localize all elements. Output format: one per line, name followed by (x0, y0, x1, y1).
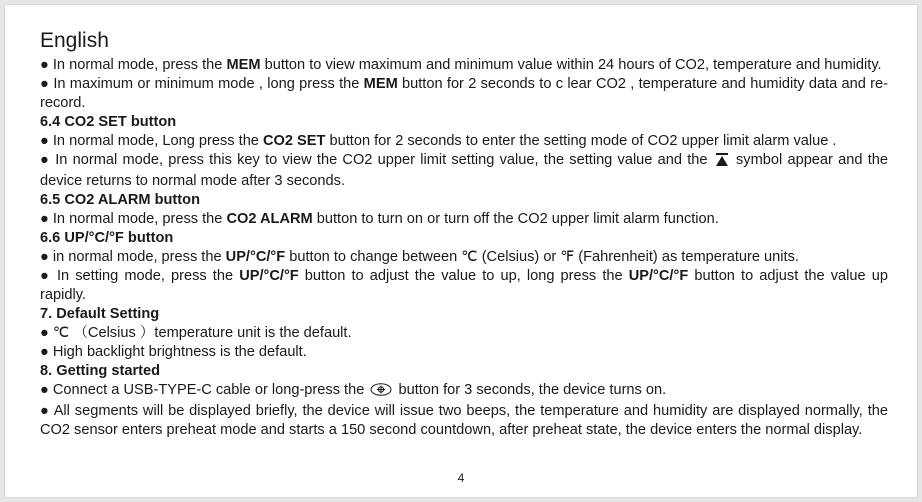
section-heading-6-6: 6.6 UP/°C/°F button (40, 230, 174, 246)
manual-text (40, 27, 888, 440)
paragraph-power-on (40, 381, 888, 402)
button-name: CO2 ALARM (226, 211, 313, 227)
section-heading-8: 8. Getting started (40, 363, 161, 379)
text: symbol appear and the device returns to normal mode after 3 seconds. (40, 152, 888, 189)
button-name: MEM (226, 57, 261, 73)
paragraph-mem-view (40, 56, 888, 75)
text: ● In maximum or minimum mode , long press the (40, 76, 364, 92)
text: button for 3 seconds, the device turns on. (394, 382, 667, 398)
document-page (4, 4, 918, 498)
upper-limit-arrow-icon (715, 153, 729, 172)
section-heading-7: 7. Default Setting (40, 306, 160, 322)
paragraph-default-backlight: ● High backlight brightness is the default. (40, 344, 307, 360)
language-heading: English (40, 29, 109, 52)
button-name: CO2 SET (262, 133, 326, 149)
section-heading-6-4: 6.4 CO2 SET button (40, 114, 177, 130)
paragraph-startup-sequence: ● All segments will be displayed briefly, the device will issue two beeps, the temperature and humidity are displayed normally, the CO2 sensor enters preheat mode and starts a 150 second countdown, after preheat state, the device enters the normal display. (40, 403, 888, 438)
paragraph-co2-view (40, 151, 888, 191)
button-name: UP/°C/°F (628, 268, 689, 284)
text: button to adjust the value to up, long press the (298, 268, 629, 284)
text: ● In setting mode, press the (40, 268, 240, 284)
text: button to change between ℃ (Celsius) or ℉ (Fahrenheit) as temperature units. (285, 249, 799, 265)
paragraph-co2-alarm (40, 210, 888, 229)
paragraph-adjust-value (40, 267, 888, 305)
text: button to turn on or turn off the CO2 upper limit alarm function. (312, 211, 719, 227)
section-heading-6-5: 6.5 CO2 ALARM button (40, 192, 200, 208)
text: ● In normal mode, press this key to view the CO2 upper limit setting value, the setting value and the (40, 152, 713, 168)
paragraph-mem-clear (40, 75, 888, 113)
text: button to adjust the value up rapidly. (40, 268, 888, 303)
power-button-icon (370, 383, 392, 402)
page-number: 4 (457, 471, 465, 485)
button-name: UP/°C/°F (239, 268, 299, 284)
paragraph-default-unit: ● ℃ （Celsius ）temperature unit is the default. (40, 325, 352, 341)
text: button for 2 seconds to enter the setting mode of CO2 upper limit alarm value . (325, 133, 837, 149)
paragraph-unit-toggle (40, 248, 888, 267)
paragraph-co2-set (40, 132, 888, 151)
text: button to view maximum and minimum value within 24 hours of CO2, temperature and humidity. (260, 57, 882, 73)
text: ● in normal mode, press the (40, 249, 226, 265)
text: ● In normal mode, press the (40, 211, 227, 227)
text: ● In normal mode, press the (40, 57, 227, 73)
text: button for 2 seconds to c lear CO2 , temperature and humidity data and re-record. (40, 76, 889, 111)
button-name: UP/°C/°F (225, 249, 286, 265)
text: ● Connect a USB-TYPE-C cable or long-press the (40, 382, 369, 398)
text: ● In normal mode, Long press the (40, 133, 263, 149)
button-name: MEM (363, 76, 398, 92)
